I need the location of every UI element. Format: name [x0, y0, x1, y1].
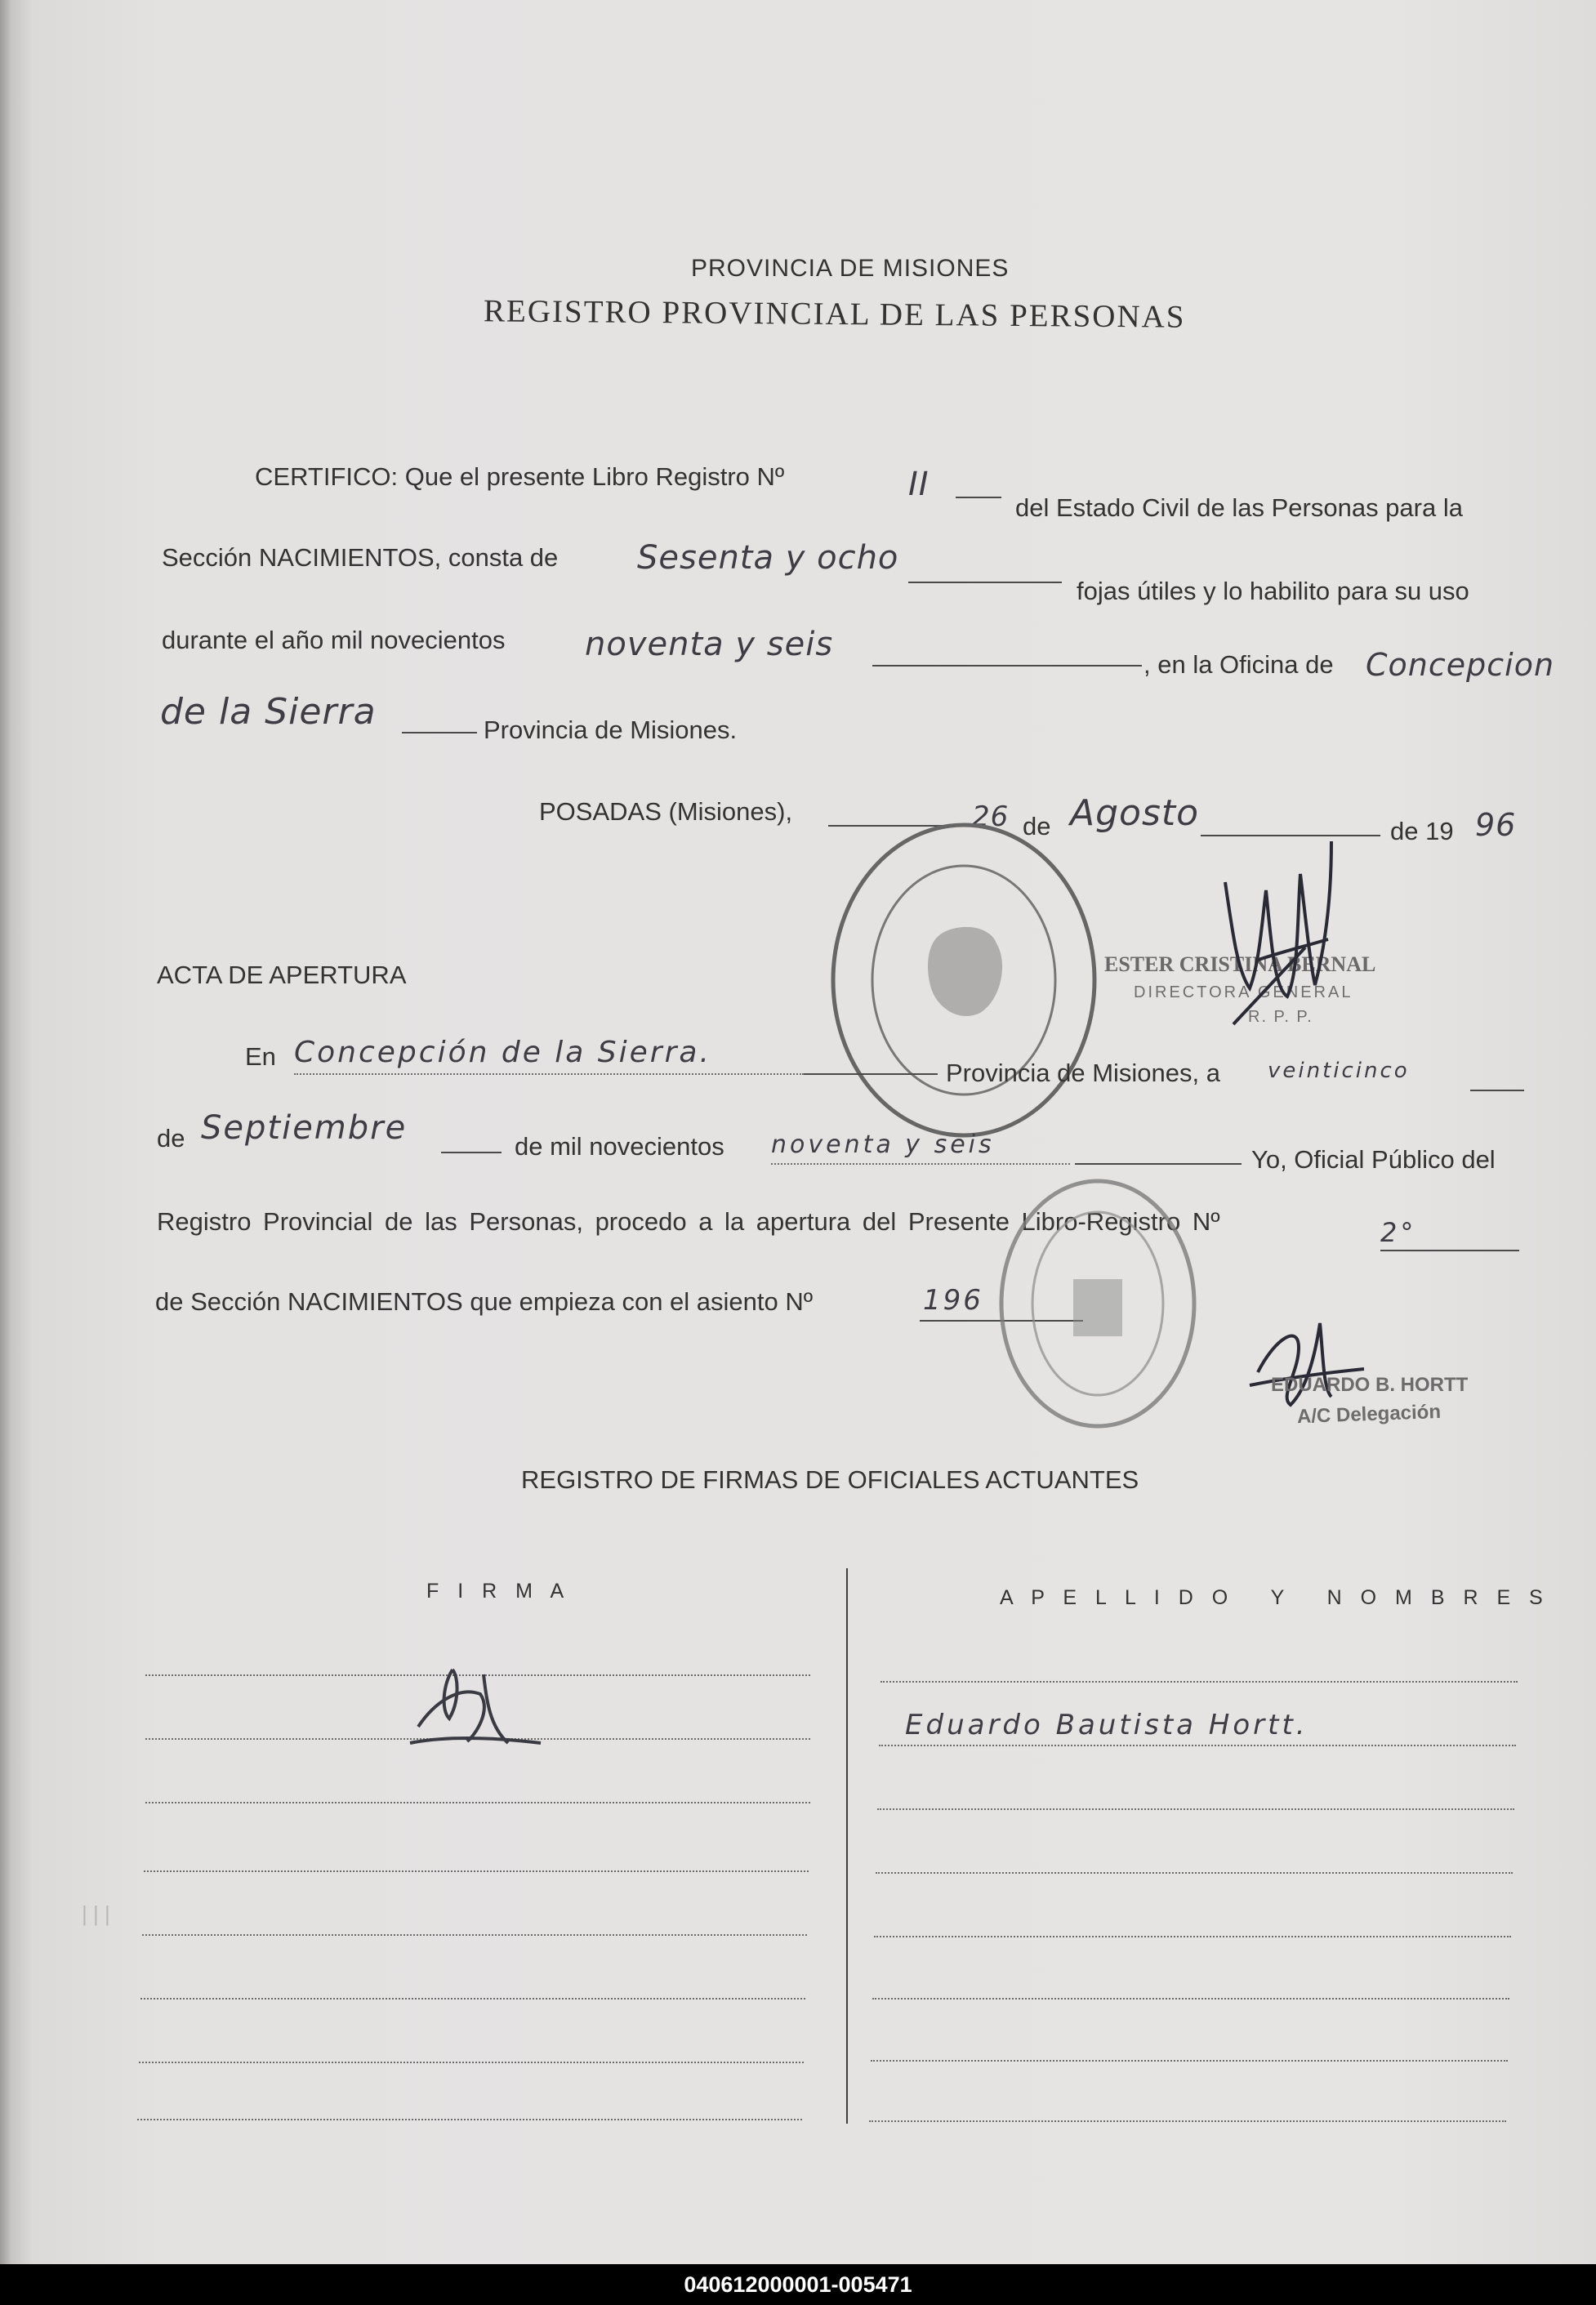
cert-folios: Sesenta y ocho	[637, 539, 899, 577]
acta-day: veinticinco	[1268, 1059, 1410, 1083]
firma-row-8	[137, 2119, 802, 2120]
column-divider	[846, 1568, 848, 2124]
name-row-7	[871, 2060, 1508, 2062]
firma-row-3	[145, 1802, 810, 1803]
name-row-8	[869, 2120, 1506, 2122]
cert-line1-a: CERTIFICO: Que el presente Libro Registro Nº	[255, 462, 785, 491]
firma-row-5	[142, 1934, 807, 1936]
signatures-title: REGISTRO DE FIRMAS DE OFICIALES ACTUANTES	[521, 1465, 1139, 1494]
name-row-6	[872, 1998, 1509, 2000]
firma-signature-1	[402, 1653, 549, 1759]
document-code-footer: 040612000001-005471	[0, 2264, 1596, 2305]
cert-year-suffix: 96	[1475, 807, 1517, 843]
margin-mark: | | |	[82, 1902, 110, 1926]
acta-line3: Registro Provincial de las Personas, procedo a la apertura del Presente Libro-Registro Nº	[157, 1207, 1220, 1236]
acta-book-number: 2°	[1380, 1217, 1417, 1248]
cert-book-line	[956, 497, 1001, 498]
officer-signature	[1242, 1307, 1372, 1413]
cert-line3-a: durante el año mil novecientos	[162, 626, 506, 654]
acta-de: de	[157, 1124, 185, 1152]
officer-title: A/C Delegación	[1296, 1400, 1442, 1429]
firma-row-7	[139, 2062, 804, 2063]
director-title: DIRECTORA GENERAL	[1134, 983, 1353, 1001]
name-row-5	[874, 1936, 1511, 1937]
firma-row-4	[144, 1870, 809, 1872]
cert-de-1: de	[1023, 812, 1051, 840]
acta-title: ACTA DE APERTURA	[157, 961, 407, 989]
name-row-3	[877, 1808, 1514, 1810]
director-signature	[1209, 825, 1356, 1037]
name-row-4	[876, 1872, 1513, 1874]
cert-year: noventa y seis	[585, 626, 834, 663]
delegation-seal-icon	[992, 1173, 1204, 1434]
director-name: ESTER CRISTINA BERNAL	[1104, 952, 1376, 976]
acta-provincia: Provincia de Misiones, a	[946, 1059, 1220, 1087]
registry-heading: REGISTRO PROVINCIAL DE LAS PERSONAS	[483, 293, 1186, 335]
acta-en: En	[245, 1042, 276, 1071]
name-row-1	[880, 1681, 1518, 1683]
acta-place-line	[804, 1073, 938, 1075]
province-heading: PROVINCIA DE MISIONES	[691, 255, 1010, 282]
acta-line4: de Sección NACIMIENTOS que empieza con el asiento Nº	[155, 1287, 814, 1316]
cert-book-number: II	[908, 466, 930, 503]
cert-year-line	[872, 665, 1142, 667]
cert-de-year: de 19	[1390, 817, 1454, 845]
acta-year: noventa y seis	[771, 1130, 995, 1159]
cert-office-1: Concepcion	[1366, 647, 1555, 683]
official-seal-icon	[825, 817, 1103, 1144]
firma-row-6	[140, 1998, 805, 2000]
officer-name: EDUARDO B. HORTT	[1271, 1374, 1469, 1396]
acta-year-line	[1075, 1163, 1242, 1165]
cert-office-2: de la Sierra	[160, 691, 377, 733]
cert-line2-a: Sección NACIMIENTOS, consta de	[162, 543, 559, 572]
name-row-2	[879, 1745, 1516, 1746]
cert-line4-b: Provincia de Misiones.	[484, 716, 738, 744]
acta-year-dots	[771, 1163, 1070, 1165]
cert-office-line	[402, 732, 477, 733]
acta-month-line	[441, 1152, 502, 1153]
cert-month: Agosto	[1070, 792, 1200, 834]
cert-line2-b: fojas útiles y lo habilito para su uso	[1077, 577, 1469, 605]
cert-folios-line	[908, 582, 1062, 583]
director-sub: R. P. P.	[1248, 1008, 1313, 1026]
acta-month: Septiembre	[201, 1109, 408, 1147]
acta-day-line	[1470, 1090, 1524, 1091]
acta-yo: Yo, Oficial Público del	[1251, 1145, 1496, 1174]
name-entry-1: Eduardo Bautista Hortt.	[905, 1709, 1308, 1741]
cert-day: 26	[972, 800, 1010, 833]
acta-place: Concepción de la Sierra.	[294, 1036, 711, 1069]
acta-entry-number: 196	[923, 1284, 983, 1317]
col-firma: F I R M A	[426, 1580, 571, 1603]
acta-de-mil: de mil novecientos	[515, 1132, 724, 1161]
cert-line3-b: , en la Oficina de	[1144, 650, 1334, 679]
acta-book-line	[1380, 1250, 1519, 1251]
col-apellido: A P E L L I D O Y N O M B R E S	[1000, 1586, 1549, 1609]
cert-line1-b: del Estado Civil de las Personas para la	[1015, 493, 1463, 522]
cert-posadas: POSADAS (Misiones),	[539, 797, 793, 826]
acta-place-dots	[294, 1073, 804, 1075]
